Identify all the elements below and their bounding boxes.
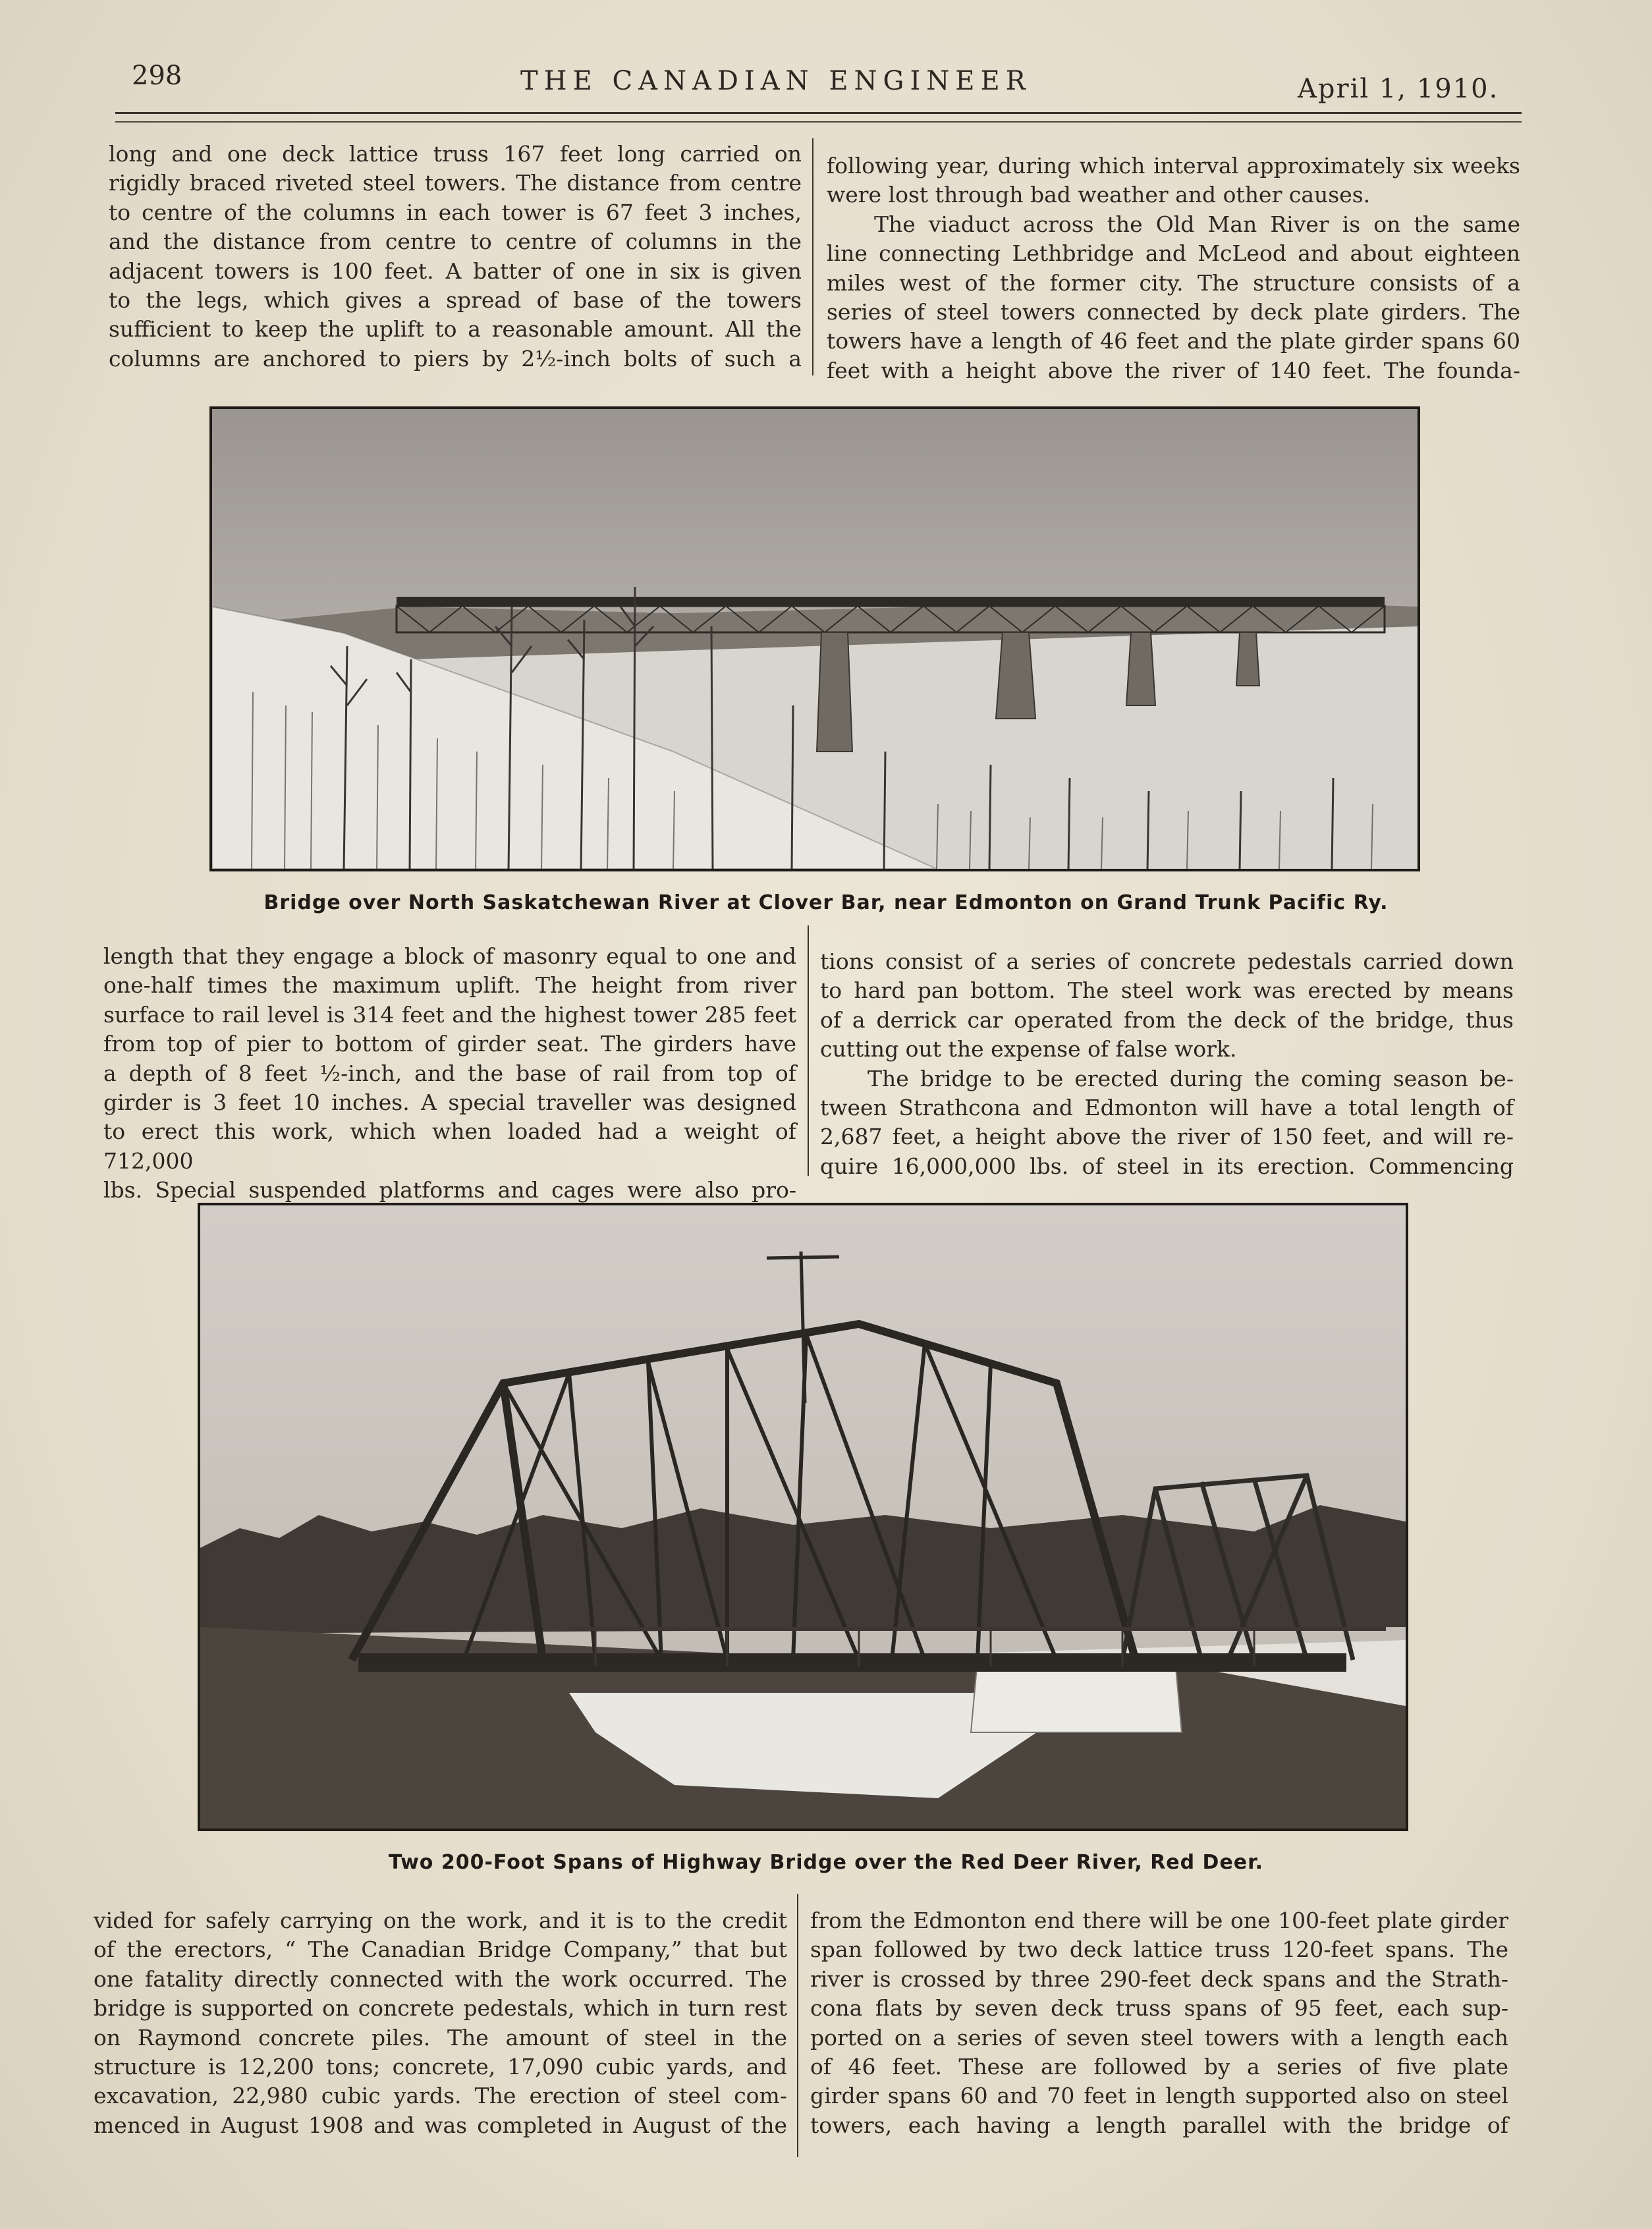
journal-title: THE CANADIAN ENGINEER [520,66,1032,96]
section1-right-column [827,151,1520,385]
text-line: of a derrick car operated from the deck of the bridge, thus [820,1006,1514,1033]
text-line: feet with a height above the river of 140 feet. The founda- [827,357,1520,383]
text-line: towers have a length of 46 feet and the plate girder spans 60 [827,328,1520,354]
header-rule-secondary [115,121,1522,123]
text-line: to centre of the columns in each tower is 67 feet 3 inches, [109,199,802,225]
section3-right-column [810,1906,1508,2140]
text-line: long and one deck lattice truss 167 feet long carried on [109,141,802,167]
column-rule [808,925,809,1176]
text-line: structure is 12,200 tons; concrete, 17,090 cubic yards, and [94,2054,787,2080]
text-line: one-half times the maximum uplift. The height from river [103,972,796,999]
text-line: rigidly braced riveted steel towers. The distance from centre [109,170,802,196]
text-line: span followed by two deck lattice truss 120-feet spans. The [810,1937,1508,1963]
page-number: 298 [132,61,182,91]
section3-left-column [94,1906,787,2140]
text-line: to hard pan bottom. The steel work was erected by means [820,977,1514,1004]
text-line: The viaduct across the Old Man River is on the same [874,211,1520,237]
text-line: a depth of 8 feet ½-inch, and the base of rail from top of [103,1060,796,1086]
text-line: 2,687 feet, a height above the river of 150 feet, and will re- [820,1124,1514,1150]
text-line: one fatality directly connected with the work occurred. The [94,1966,787,1992]
truss-bridge-photo-illustration [200,1205,1406,1829]
text-line: sufficient to keep the uplift to a reasonable amount. All the [109,316,802,343]
text-line: bridge is supported on concrete pedestals, which in turn rest [94,1995,787,2022]
text-line: tween Strathcona and Edmonton will have a total length of [820,1095,1514,1121]
text-line: miles west of the former city. The structure consists of a [827,269,1520,296]
text-line: cona flats by seven deck truss spans of 95 feet, each sup- [810,1995,1508,2022]
column-rule [812,138,813,375]
text-line: cutting out the expense of false work. [820,1036,1237,1062]
bridge-photo-illustration [212,409,1418,869]
text-line: river is crossed by three 290-feet deck spans and the Strath- [810,1966,1508,1992]
text-line: to erect this work, which when loaded had a weight of 712,000 [103,1118,796,1174]
text-line: series of steel towers connected by deck plate girders. The [827,299,1520,325]
text-line: of the erectors, “ The Canadian Bridge Company,” that but [94,1937,787,1963]
section1-left-column [109,140,802,373]
text-line: quire 16,000,000 lbs. of steel in its erection. Commencing [820,1153,1514,1179]
text-line: from the Edmonton end there will be one 100-feet plate girder [810,1908,1508,1933]
text-line: ported on a series of seven steel towers with a length each [810,2024,1508,2050]
text-line: surface to rail level is 314 feet and the highest tower 285 feet [103,1001,796,1028]
photo1-caption: Bridge over North Saskatchewan River at Clover Bar, near Edmonton on Grand Trunk Pacific Ry. [263,891,1389,914]
text-line: on Raymond concrete piles. The amount of steel in the [94,2024,787,2050]
text-line: girder spans 60 and 70 feet in length supported also on steel [810,2083,1508,2109]
text-line: line connecting Lethbridge and McLeod and about eighteen [827,240,1520,267]
text-line: following year, during which interval approximately six weeks [827,153,1520,179]
photo2-caption: Two 200-Foot Spans of Highway Bridge over the Red Deer River, Red Deer. [388,1851,1264,1874]
text-line: length that they engage a block of masonry equal to one and [103,943,796,969]
text-line: to the legs, which gives a spread of base of the towers [109,287,802,314]
photo-clover-bar-bridge [209,406,1420,871]
text-line: adjacent towers is 100 feet. A batter of one in six is given [109,258,802,284]
text-line: from top of pier to bottom of girder seat. The girders have [103,1031,796,1057]
section2-left-column [103,942,796,1205]
text-line: columns are anchored to piers by 2½-inch bolts of such a [109,345,802,372]
text-line: tions consist of a series of concrete pedestals carried down [820,949,1514,974]
text-line: menced in August 1908 and was completed in August of the [94,2112,787,2138]
text-line: excavation, 22,980 cubic yards. The erection of steel com- [94,2083,787,2109]
text-line: girder is 3 feet 10 inches. A special traveller was designed [103,1089,796,1116]
text-line: towers, each having a length parallel with the bridge of [810,2112,1508,2138]
text-line: and the distance from centre to centre of columns in the [109,229,802,255]
text-line: vided for safely carrying on the work, and it is to the credit [94,1908,787,1933]
text-line: The bridge to be erected during the coming season be- [867,1065,1514,1091]
photo-red-deer-bridge [198,1203,1408,1831]
text-line: lbs. Special suspended platforms and cages were also pro- [103,1177,796,1203]
text-line: were lost through bad weather and other causes. [827,182,1371,208]
column-rule [797,1894,798,2157]
text-line: of 46 feet. These are followed by a series of five plate [810,2054,1508,2080]
header-rule [115,112,1522,114]
section2-right-column [820,947,1514,1181]
issue-date: April 1, 1910. [1298,74,1499,104]
